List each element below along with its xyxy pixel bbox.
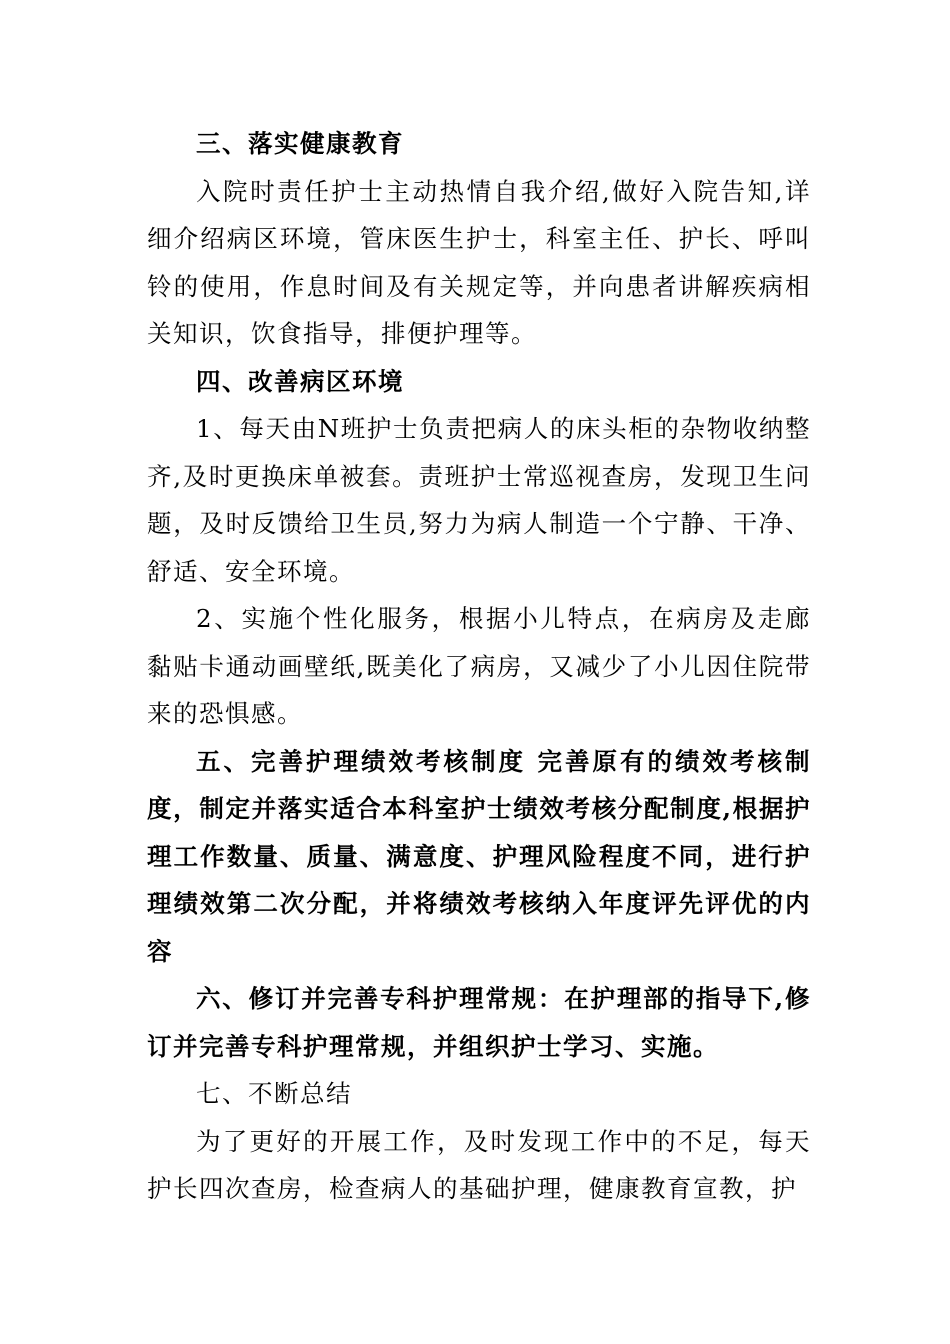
document-body (147, 120, 811, 1213)
section-4-item-2: 2、实施个性化服务，根据小儿特点，在病房及走廊黏贴卡通动画壁纸,既美化了病房，又减少了小儿因住院带来的恐惧感。 (147, 604, 811, 728)
section-6: 六、修订并完善专科护理常规：在护理部的指导下,修订并完善专科护理常规，并组织护士学习、实施。 (147, 984, 811, 1061)
section-3-heading: 三、落实健康教育 (196, 129, 404, 158)
section-7-body: 为了更好的开展工作，及时发现工作中的不足，每天护长四次查房，检查病人的基础护理，健康教育宣教，护 (147, 1126, 811, 1203)
section-4-item-1: 1、每天由N班护士负责把病人的床头柜的杂物收纳整齐,及时更换床单被套。责班护士常巡视查房，发现卫生问题，及时反馈给卫生员,努力为病人制造一个宁静、干净、舒适、安全环境。 (147, 414, 811, 586)
section-4-heading: 四、改善病区环境 (196, 366, 404, 396)
section-7-heading: 七、不断总结 (196, 1079, 352, 1108)
section-3-body: 入院时责任护士主动热情自我介绍,做好入院告知,详细介绍病区环境，管床医生护士，科室主任、护长、呼叫铃的使用，作息时间及有关规定等，并向患者讲解疾病相关知识，饮食指导，排便护理等。 (147, 176, 811, 348)
section-5: 五、完善护理绩效考核制度 完善原有的绩效考核制度，制定并落实适合本科室护士绩效考核分配制度,根据护理工作数量、质量、满意度、护理风险程度不同，进行护理绩效第二次分配，并将绩效考核纳入年度评先评优的内容 (147, 746, 811, 966)
